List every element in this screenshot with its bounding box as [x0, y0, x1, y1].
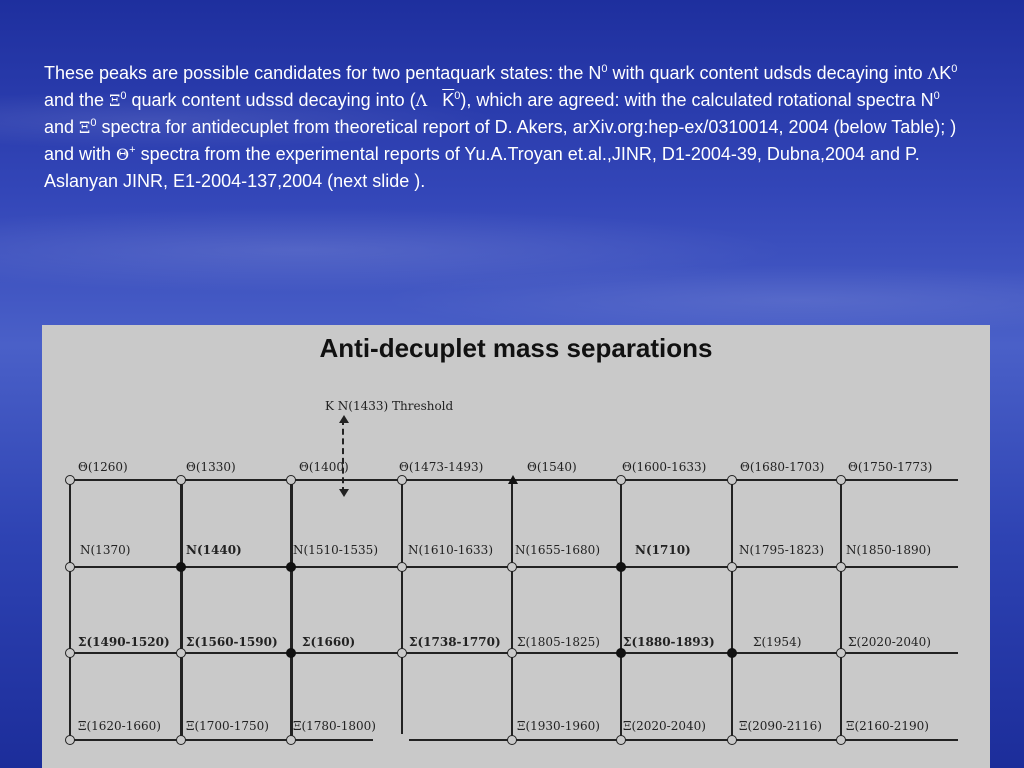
- theta-symbol: Θ: [116, 145, 130, 164]
- node-open: [836, 648, 846, 658]
- node-open: [286, 475, 296, 485]
- text-run: K: [939, 63, 952, 83]
- text-run: ), which are agreed: with the calculated rotational spectra N: [460, 90, 934, 110]
- column-line: [290, 479, 293, 741]
- xi-row-line-right: [409, 739, 958, 741]
- node-open: [616, 475, 626, 485]
- sigma-label: Σ(1738-1770): [409, 635, 501, 649]
- column-line: [731, 479, 733, 741]
- sigma-label: Σ(1660): [302, 635, 356, 649]
- node-open: [616, 735, 626, 745]
- n-label: N(1440): [186, 543, 242, 557]
- threshold-label: K N(1433) Threshold: [325, 399, 454, 413]
- theta-label: Θ(1260): [78, 460, 128, 474]
- superscript: 0: [933, 90, 940, 102]
- theta-label: Θ(1540): [527, 460, 577, 474]
- antidecuplet-figure: [42, 325, 990, 768]
- superscript: 0: [120, 90, 127, 102]
- node-open: [65, 648, 75, 658]
- xi-label: Ξ(1700-1750): [186, 719, 269, 733]
- figure-title: Anti-decuplet mass separations: [319, 333, 713, 363]
- xi-label: Ξ(1930-1960): [517, 719, 600, 733]
- sigma-label: Σ(1954): [753, 635, 802, 649]
- text-run: spectra from the experimental reports of Yu.A.Troyan et.al.,JINR, D1-2004-39, Dubna,2004 and P. Aslanyan JINR, E1-2004-137,2004 (next slide ).: [44, 144, 920, 191]
- text-run: quark content udssd decaying into (: [126, 90, 416, 110]
- theta-label: Θ(1473-1493): [399, 460, 484, 474]
- node-open: [727, 562, 737, 572]
- n-label: N(1510-1535): [293, 543, 378, 557]
- n-label: N(1710): [635, 543, 691, 557]
- theta-label: Θ(1400): [299, 460, 349, 474]
- node-open: [286, 735, 296, 745]
- node-open: [836, 475, 846, 485]
- node-filled: [286, 648, 296, 658]
- xi-label: Ξ(2160-2190): [846, 719, 929, 733]
- node-open: [176, 735, 186, 745]
- node-filled: [176, 562, 186, 572]
- theta-label: Θ(1600-1633): [622, 460, 707, 474]
- column-line: [180, 479, 183, 741]
- node-filled: [286, 562, 296, 572]
- superscript: +: [129, 144, 136, 156]
- column-line: [69, 479, 71, 741]
- superscript: 0: [454, 90, 461, 102]
- node-open: [176, 475, 186, 485]
- n-label: N(1850-1890): [846, 543, 931, 557]
- xi-symbol: Ξ: [79, 118, 91, 137]
- node-open: [65, 475, 75, 485]
- node-open: [836, 735, 846, 745]
- text-run: with quark content udsds decaying into: [607, 63, 928, 83]
- xi-row-line-left: [68, 739, 373, 741]
- node-open: [176, 648, 186, 658]
- n-label: N(1655-1680): [515, 543, 600, 557]
- node-open: [397, 475, 407, 485]
- node-filled: [616, 562, 626, 572]
- theta-label: Θ(1750-1773): [848, 460, 933, 474]
- node-open: [397, 648, 407, 658]
- text-run: spectra for antidecuplet from theoretical report of D. Akers, arXiv.org:hep-ex/0310014, 2004 (below Table); ) and with: [44, 117, 957, 164]
- sigma-label: Σ(2020-2040): [848, 635, 931, 649]
- xi-symbol: Ξ: [109, 91, 121, 110]
- n-label: N(1795-1823): [739, 543, 824, 557]
- theta-label: Θ(1330): [186, 460, 236, 474]
- node-filled: [616, 648, 626, 658]
- node-open: [65, 735, 75, 745]
- node-open: [836, 562, 846, 572]
- lambda-symbol: Λ: [927, 64, 940, 83]
- superscript: 0: [951, 63, 958, 75]
- column-line: [511, 479, 513, 741]
- lambda-symbol: Λ: [415, 91, 428, 110]
- node-open: [65, 562, 75, 572]
- n-label: N(1610-1633): [408, 543, 493, 557]
- text-run: These peaks are possible candidates for two pentaquark states: the N: [44, 63, 602, 83]
- sigma-label: Σ(1880-1893): [623, 635, 715, 649]
- text-run: and: [44, 117, 80, 137]
- xi-label: Ξ(1780-1800): [293, 719, 376, 733]
- xi-label: Ξ(2090-2116): [739, 719, 822, 733]
- node-open: [507, 735, 517, 745]
- text-run: and the: [44, 90, 110, 110]
- sigma-label: Σ(1560-1590): [186, 635, 278, 649]
- node-open: [507, 562, 517, 572]
- arrow-up-solid-icon: [508, 475, 518, 484]
- xi-label: Ξ(2020-2040): [623, 719, 706, 733]
- column-line: [620, 479, 622, 741]
- threshold-dashed-line: [342, 419, 346, 493]
- node-open: [397, 562, 407, 572]
- theta-label: Θ(1680-1703): [740, 460, 825, 474]
- sigma-label: Σ(1805-1825): [517, 635, 600, 649]
- arrow-down-icon: [339, 489, 349, 497]
- column-line: [840, 479, 842, 741]
- superscript: 0: [90, 117, 97, 129]
- node-open: [727, 475, 737, 485]
- node-filled: [727, 648, 737, 658]
- n-label: N(1370): [80, 543, 131, 557]
- node-open: [507, 648, 517, 658]
- k-bar-symbol: $\overline{K}$: [442, 90, 455, 110]
- sigma-label: Σ(1490-1520): [78, 635, 170, 649]
- xi-label: Ξ(1620-1660): [78, 719, 161, 733]
- node-open: [727, 735, 737, 745]
- superscript: 0: [601, 63, 608, 75]
- column-line: [401, 479, 403, 734]
- description-paragraph: [44, 60, 974, 195]
